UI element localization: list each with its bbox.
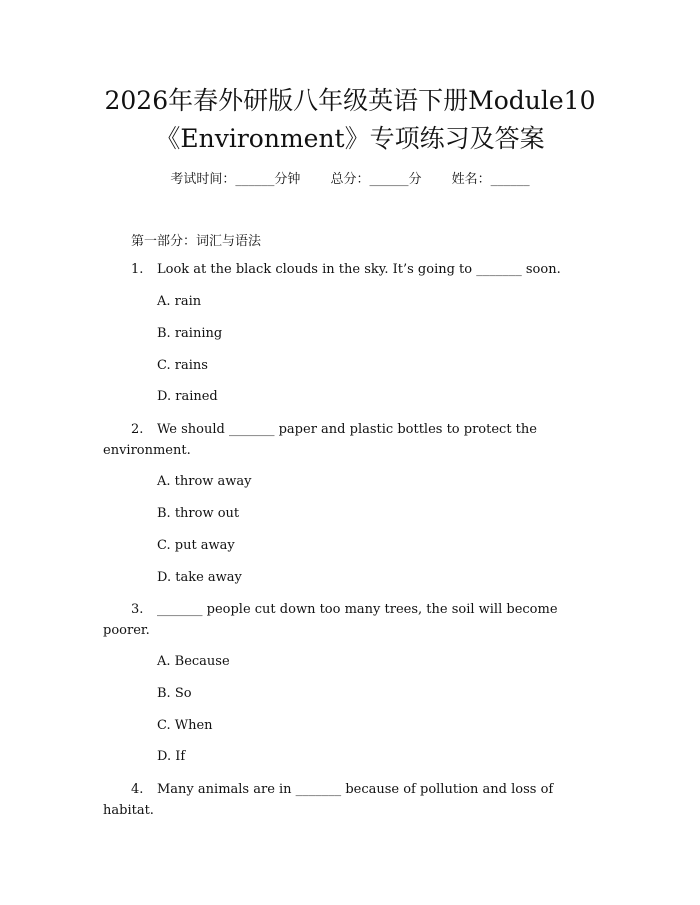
exam-time: 考试时间：______分钟 [170, 172, 301, 187]
option-1d: D. rained [157, 389, 218, 404]
option-1a: A. rain [157, 294, 202, 309]
question-number: 3. [131, 602, 144, 617]
question-number: 2. [131, 422, 144, 437]
question-1 [103, 259, 598, 280]
section-heading: 第一部分：词汇与语法 [131, 234, 262, 249]
question-2 [103, 419, 598, 461]
option-1b: B. raining [157, 326, 223, 341]
question-4 [103, 779, 598, 821]
option-2a: A. throw away [157, 474, 252, 489]
question-text: _______ people cut down too many trees, the soil will become poorer. [103, 602, 562, 638]
question-text: Look at the black clouds in the sky. It’s going to _______ soon. [157, 262, 561, 277]
option-3d: D. If [157, 749, 186, 764]
question-number: 4. [131, 782, 144, 797]
question-text: We should _______ paper and plastic bottles to protect the environment. [103, 422, 542, 458]
exam-total-score: 总分：______分 [330, 172, 422, 187]
option-3c: C. When [157, 718, 213, 733]
exam-meta [0, 168, 700, 187]
student-name: 姓名：______ [451, 172, 530, 187]
document-title [0, 82, 700, 158]
option-2b: B. throw out [157, 506, 240, 521]
question-number: 1. [131, 262, 144, 277]
option-3a: A. Because [157, 654, 230, 669]
title-line-1: 2026年春外研版八年级英语下册Module10 [104, 86, 596, 115]
question-text: Many animals are in _______ because of pollution and loss of habitat. [103, 782, 558, 818]
option-1c: C. rains [157, 358, 208, 373]
question-3 [103, 599, 598, 641]
title-line-2: 《Environment》专项练习及答案 [155, 124, 545, 153]
option-2c: C. put away [157, 538, 235, 553]
option-2d: D. take away [157, 570, 242, 585]
option-3b: B. So [157, 686, 192, 701]
